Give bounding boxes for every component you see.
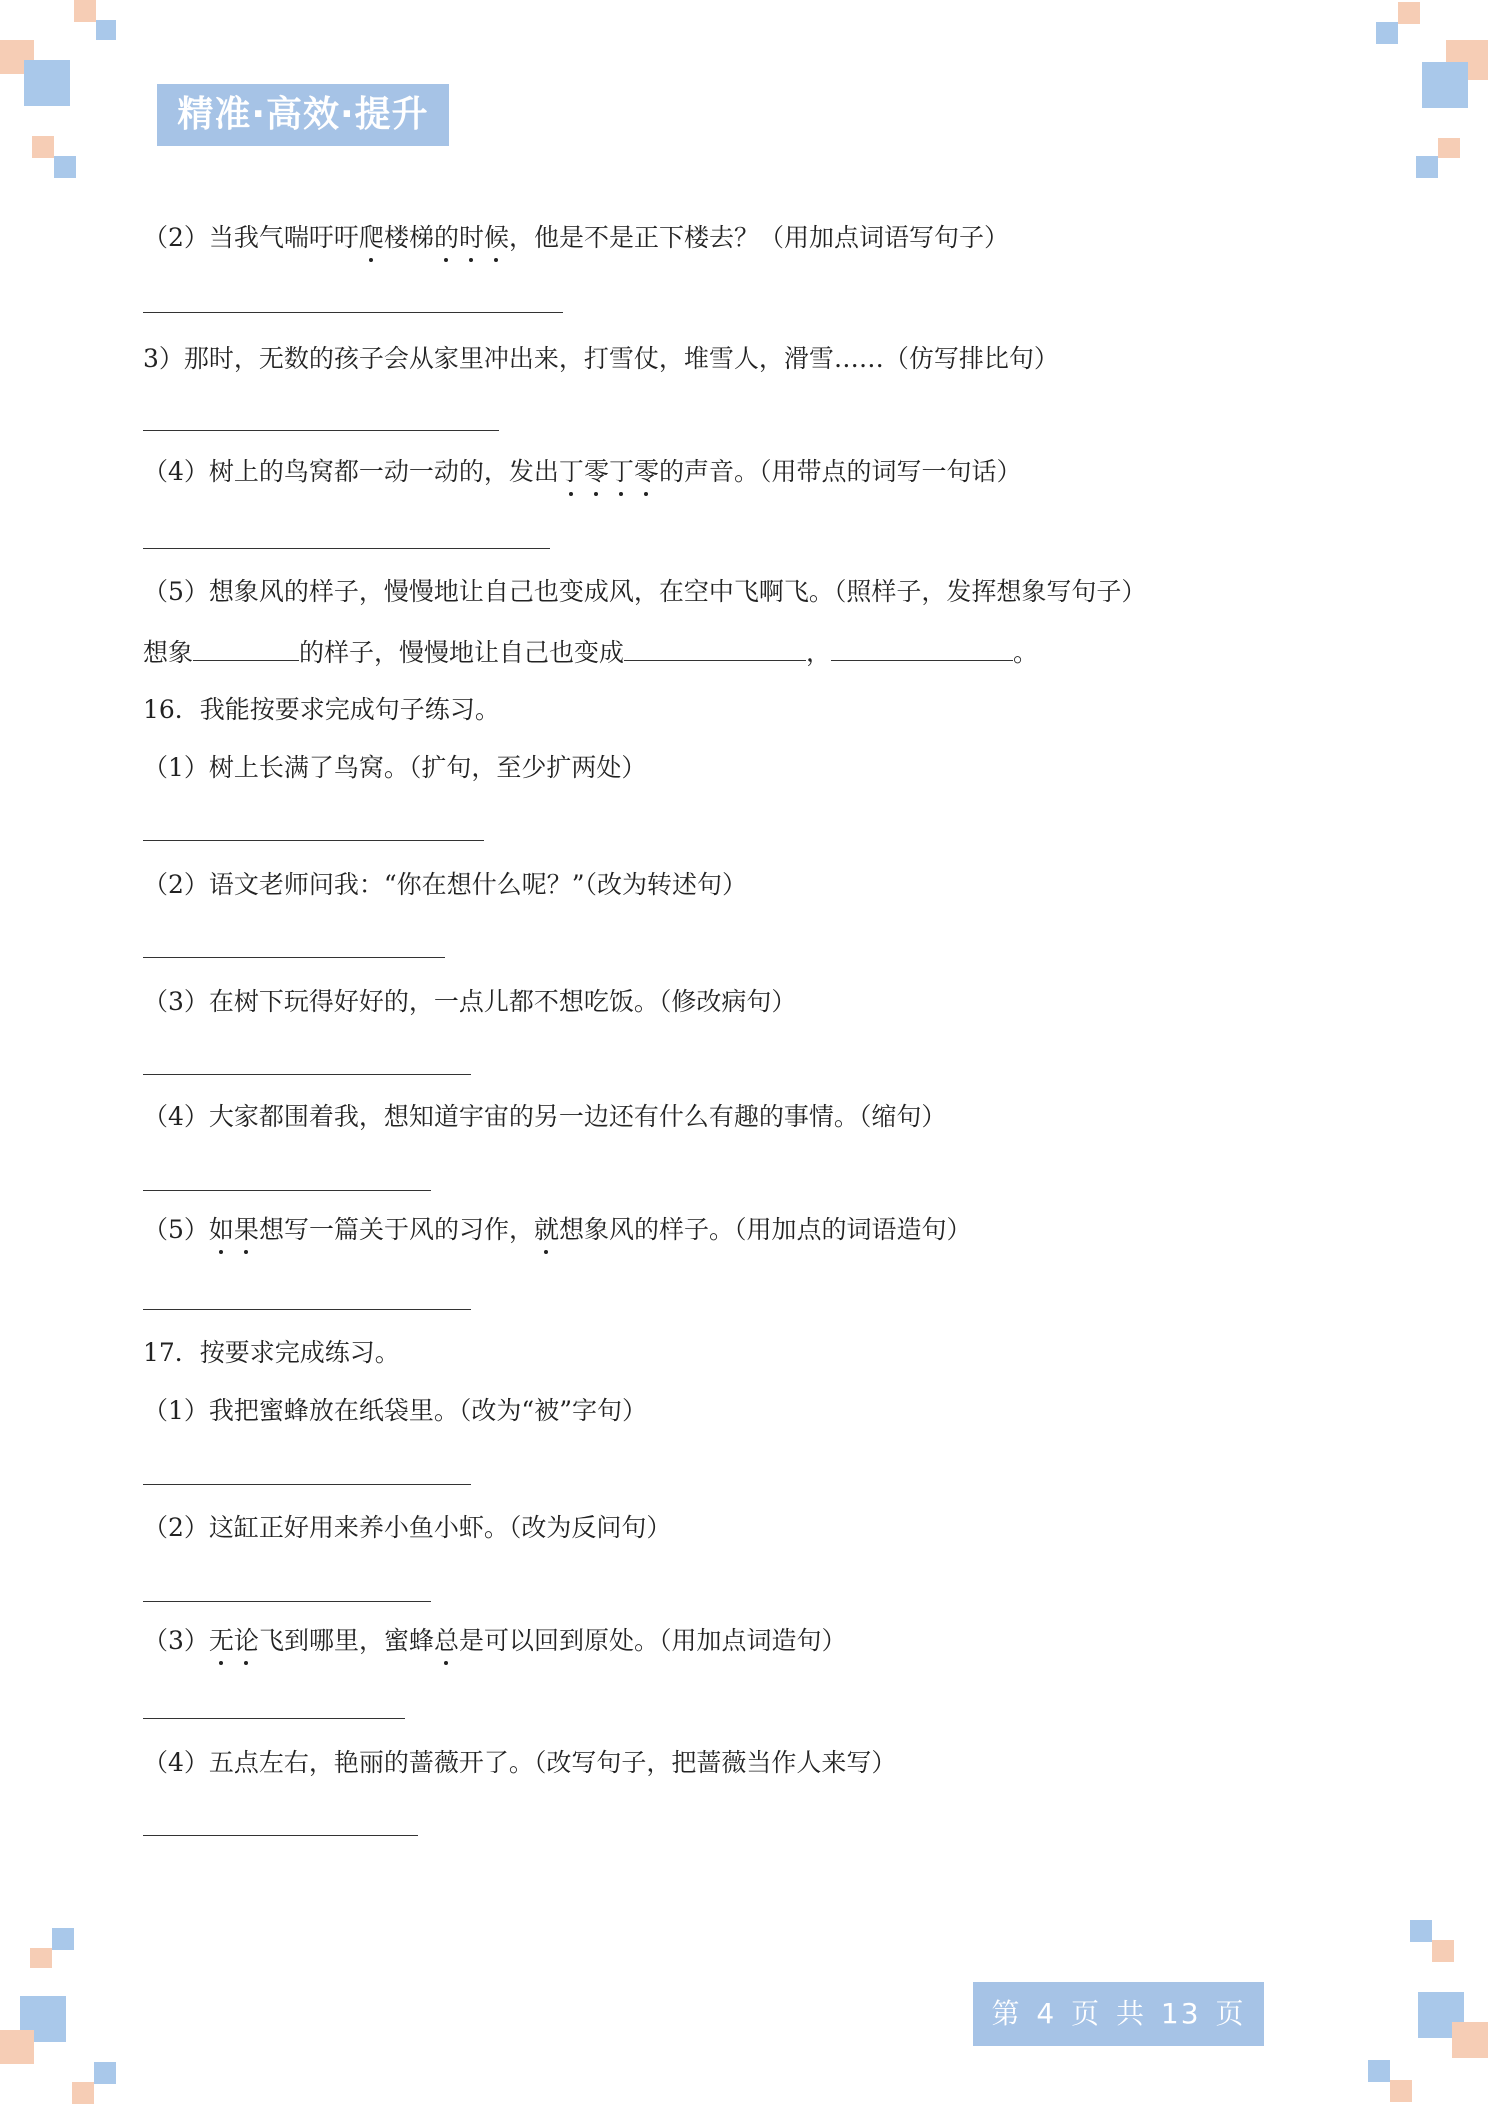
answer-blank[interactable] (143, 1190, 431, 1191)
emphasis-char: 候 (484, 221, 509, 255)
answer-blank[interactable] (143, 430, 499, 431)
answer-blank[interactable] (143, 1601, 431, 1602)
question-17-1: （1）我把蜜蜂放在纸袋里。（改为“被”字句） (143, 1396, 647, 1425)
page-number-badge: 第 4 页 共 13 页 (973, 1982, 1264, 2046)
emphasis-char: 零 (584, 455, 609, 489)
question-17-4: （4）五点左右，艳丽的蔷薇开了。（改写句子，把蔷薇当作人来写） (143, 1748, 897, 1777)
emphasis-char: 就 (534, 1213, 559, 1247)
answer-blank[interactable] (143, 1484, 471, 1485)
emphasis-char: 如 (209, 1213, 234, 1247)
emphasis-char: 果 (234, 1213, 259, 1247)
question-15-3: 3）那时，无数的孩子会从家里冲出来，打雪仗，堆雪人，滑雪……（仿写排比句） (143, 344, 1059, 373)
question-17-3: （3）无论飞到哪里，蜜蜂总是可以回到原处。（用加点词造句） (143, 1624, 846, 1658)
emphasis-char: 的 (434, 221, 459, 255)
question-15-4: （4）树上的鸟窝都一动一动的，发出丁零丁零的声音。（用带点的词写一句话） (143, 455, 1022, 489)
question-17-2: （2）这缸正好用来养小鱼小虾。（改为反问句） (143, 1513, 672, 1542)
question-16-1: （1）树上长满了鸟窝。（扩句，至少扩两处） (143, 753, 647, 782)
emphasis-char: 爬 (359, 221, 384, 255)
question-15-2: （2）当我气喘吁吁爬楼梯的时候，他是不是正下楼去？（用加点词语写句子） (143, 221, 1009, 255)
fill-blank[interactable] (193, 634, 299, 661)
emphasis-char: 丁 (559, 455, 584, 489)
answer-blank[interactable] (143, 548, 550, 549)
emphasis-char: 总 (434, 1624, 459, 1658)
emphasis-char: 论 (234, 1624, 259, 1658)
answer-blank[interactable] (143, 1309, 471, 1310)
question-16-4: （4）大家都围着我，想知道宇宙的另一边还有什么有趣的事情。（缩句） (143, 1102, 947, 1131)
fill-blank[interactable] (831, 634, 1013, 661)
answer-blank[interactable] (143, 1835, 418, 1836)
question-17-title: 17．按要求完成练习。 (143, 1338, 400, 1367)
answer-blank[interactable] (143, 1074, 471, 1075)
emphasis-char: 零 (634, 455, 659, 489)
emphasis-char: 丁 (609, 455, 634, 489)
emphasis-char: 时 (459, 221, 484, 255)
header-badge: 精准·高效·提升 (157, 84, 449, 146)
question-16-2: （2）语文老师问我：“你在想什么呢？”（改为转述句） (143, 870, 747, 899)
question-16-3: （3）在树下玩得好好的，一点儿都不想吃饭。（修改病句） (143, 987, 797, 1016)
answer-blank[interactable] (143, 957, 445, 958)
fill-blank[interactable] (624, 634, 806, 661)
emphasis-char: 无 (209, 1624, 234, 1658)
answer-blank[interactable] (143, 312, 563, 313)
answer-blank[interactable] (143, 840, 484, 841)
question-15-5-fill: 想象 的样子，慢慢地让自己也变成 ， 。 (143, 634, 1038, 670)
question-16-title: 16．我能按要求完成句子练习。 (143, 695, 500, 724)
answer-blank[interactable] (143, 1718, 405, 1719)
question-15-5: （5）想象风的样子，慢慢地让自己也变成风，在空中飞啊飞。（照样子，发挥想象写句子） (143, 577, 1147, 606)
question-16-5: （5）如果想写一篇关于风的习作，就想象风的样子。（用加点的词语造句） (143, 1213, 971, 1247)
